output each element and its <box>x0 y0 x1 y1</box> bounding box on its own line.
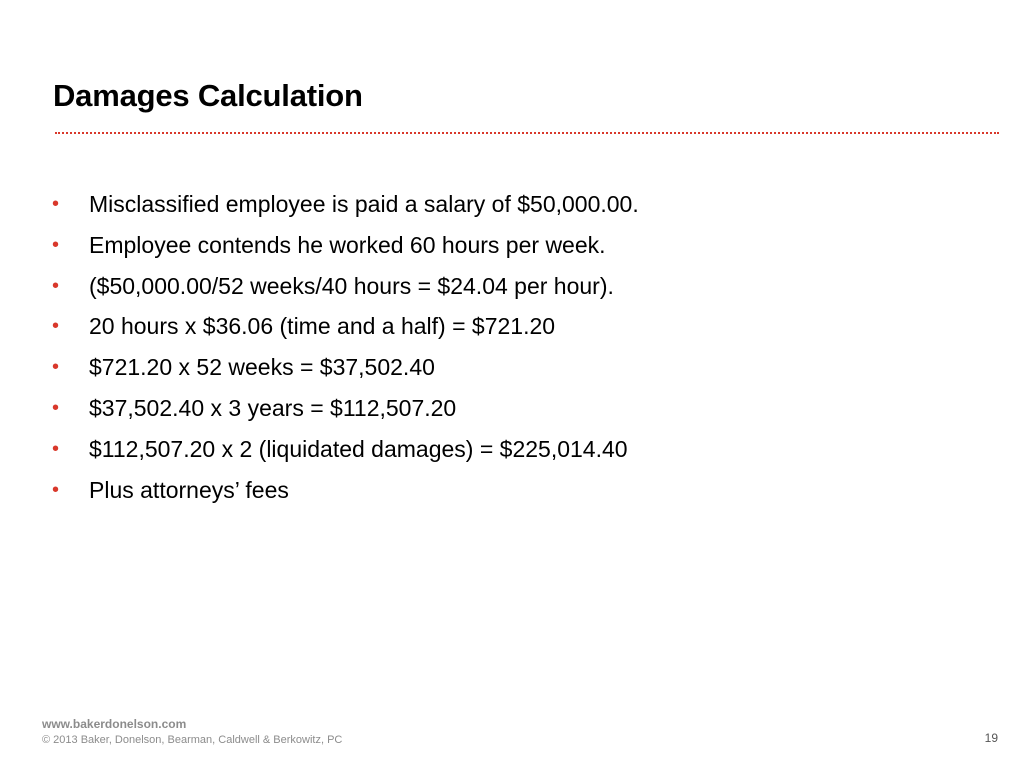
footer-copyright: © 2013 Baker, Donelson, Bearman, Caldwell & Berkowitz, PC <box>42 734 343 746</box>
bullet-item <box>52 266 972 307</box>
bullet-text: $37,502.40 x 3 years = $112,507.20 <box>89 394 457 421</box>
bullet-icon: • <box>52 356 60 379</box>
page-number: 19 <box>984 731 998 745</box>
bullet-icon: • <box>52 233 60 256</box>
bullet-icon: • <box>52 274 60 297</box>
title-divider <box>55 132 999 134</box>
bullet-text: Misclassified employee is paid a salary of $50,000.00. <box>89 191 639 217</box>
bullet-item <box>52 225 972 266</box>
bullet-text: Employee contends he worked 60 hours per week. <box>89 231 606 258</box>
bullet-item <box>52 429 972 470</box>
bullet-text: $721.20 x 52 weeks = $37,502.40 <box>89 354 435 381</box>
bullet-text: 20 hours x $36.06 (time and a half) = $721.20 <box>89 313 556 340</box>
bullet-item <box>52 184 972 225</box>
slide-title: Damages Calculation <box>53 78 363 113</box>
bullet-item <box>52 347 972 388</box>
bullet-text: Plus attorneys’ fees <box>89 476 289 503</box>
bullet-item <box>52 388 972 429</box>
bullet-icon: • <box>52 437 60 460</box>
bullet-text: $112,507.20 x 2 (liquidated damages) = $225,014.40 <box>89 435 628 462</box>
bullet-icon: • <box>52 396 60 419</box>
bullet-icon: • <box>52 193 60 215</box>
bullet-list <box>52 184 972 510</box>
bullet-item <box>52 470 972 511</box>
bullet-item <box>52 306 972 347</box>
bullet-text: ($50,000.00/52 weeks/40 hours = $24.04 per hour). <box>89 272 614 299</box>
bullet-icon: • <box>52 315 60 338</box>
bullet-icon: • <box>52 478 60 501</box>
footer-website: www.bakerdonelson.com <box>42 717 187 731</box>
